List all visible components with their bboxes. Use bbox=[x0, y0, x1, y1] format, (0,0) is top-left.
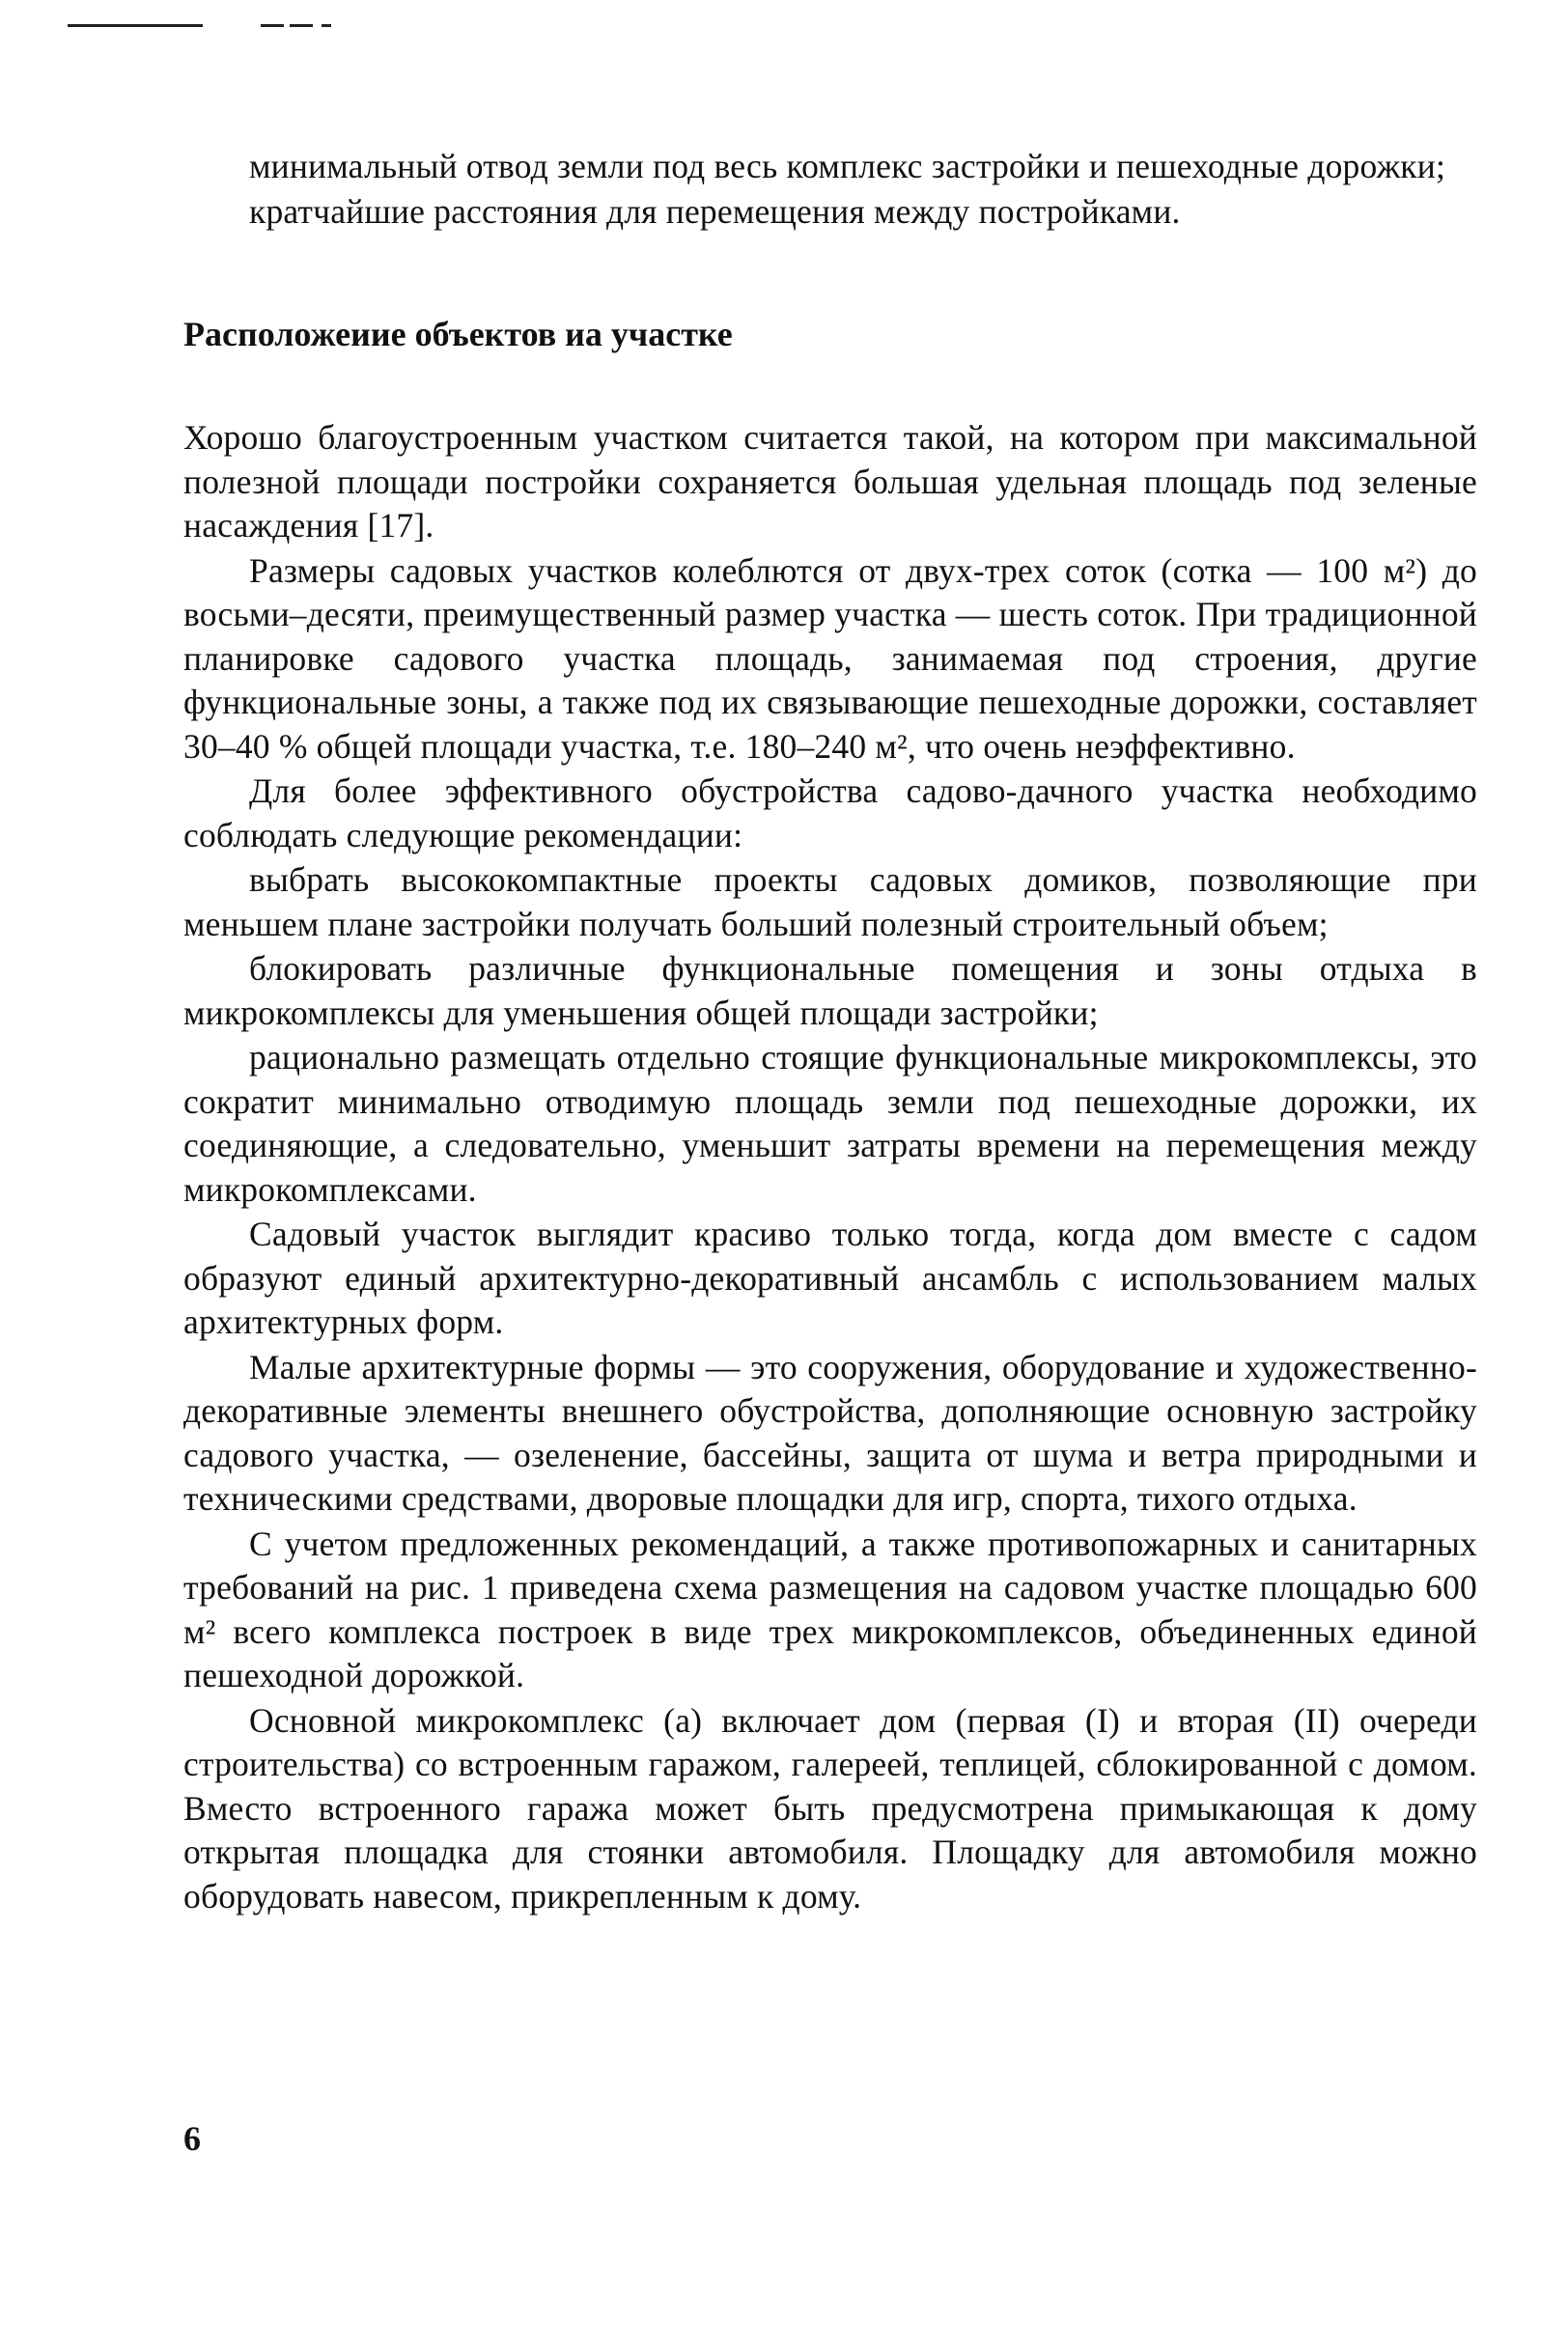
top-rule-short-3 bbox=[322, 24, 331, 27]
intro-item-1: минимальный отвод земли под весь комплекс застройки и пешеходные дорожки; bbox=[249, 147, 1446, 185]
paragraph-1: Хорошо благоустроенным участком считается такой, на котором при максимальной полезной площади постройки сохраняется большая удельная площадь под зеленые насаждения [17]. bbox=[183, 418, 1477, 545]
top-rule-short-1 bbox=[261, 24, 284, 27]
paragraph-main-complex: Основной микрокомплекс (а) включает дом (первая (I) и вторая (II) очереди строительства) со встроенным гаражом, галереей, теплицей, сблокированной с домом. Вместо встроенного гаража может быть предусмотрена примыкающая к дому открытая площадка для стоянки автомобиля. Площадку для автомобиля можно оборудовать навесом, прикрепленным к дому. bbox=[183, 1700, 1477, 1916]
paragraph-3: Для более эффективного обустройства садово-дачного участка необходимо соблюдать следующие рекомендации: bbox=[183, 771, 1477, 854]
top-rule-short-2 bbox=[290, 24, 313, 27]
recommendation-1: выбрать высококомпактные проекты садовых домиков, позволяющие при меньшем плане застройки получать больший полезный строительный объем; bbox=[183, 860, 1477, 943]
recommendation-3: рационально размещать отдельно стоящие функциональные микрокомплексы, это сократит минимально отводимую площадь земли под пешеходные дорожки, их соединяющие, а следовательно, уменьшит затраты времени на перемещения между микрокомплексами. bbox=[183, 1038, 1477, 1209]
section-heading: Расположеиие объектов иа участке bbox=[183, 315, 733, 353]
paragraph-small-forms: Малые архитектурные формы — это сооружения, оборудование и художественно-декоративные элементы внешнего обустройства, дополняющие основную застройку садового участка, — озеленение, бассейны, защита от шума и ветра природными и техническими средствами, дворовые площадки для игр, спорта, тихого отдыха. bbox=[183, 1347, 1477, 1518]
paragraph-scheme: С учетом предложенных рекомендаций, а также противопожарных и санитарных требований на рис. 1 приведена схема размещения на садовом участке площадью 600 м² всего комплекса построек в виде трех микрокомплексов, объединенных единой пешеходной дорожкой. bbox=[183, 1524, 1477, 1694]
page-body bbox=[183, 145, 1477, 1918]
top-rule-long bbox=[68, 24, 203, 27]
intro-item-2: кратчайшие расстояния для перемещения между постройками. bbox=[249, 191, 1181, 231]
recommendation-2: блокировать различные функциональные помещения и зоны отдыха в микрокомплексы для уменьшения общей площади застройки; bbox=[183, 949, 1477, 1032]
paragraph-garden: Садовый участок выглядит красиво только тогда, когда дом вместе с садом образуют единый архитектурно-декоративный ансамбль с использованием малых архитектурных форм. bbox=[183, 1215, 1477, 1341]
page-number: 6 bbox=[183, 2119, 201, 2158]
paragraph-2: Размеры садовых участков колеблются от двух-трех соток (сотка — 100 м²) до восьми–десяти, преимущественный размер участка — шесть соток. При традиционной планировке садового участка площадь, занимаемая под строения, другие функциональные зоны, а также под их связывающие пешеходные дорожки, составляет 30–40 % общей площади участка, т.е. 180–240 м², что очень неэффективно. bbox=[183, 550, 1477, 766]
